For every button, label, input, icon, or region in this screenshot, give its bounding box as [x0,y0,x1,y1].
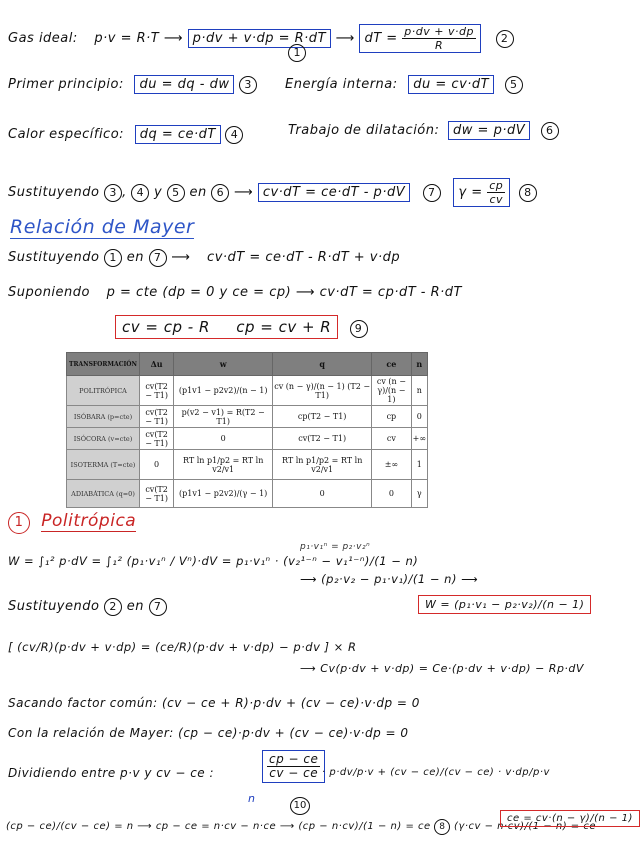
gamma-label: γ = [458,185,483,200]
final-step-b: cp − ce = n·cv − n·ce [155,821,277,832]
equation-number-10: 10 [290,797,310,815]
cell-n: 0 [411,406,427,428]
equation-number-1-wrap [288,44,306,62]
polytropic-title: Politrópica [41,511,137,531]
work-mid: (p₂·v₂ − p₁·v₁)/(1 − n) [321,572,457,586]
mayer-assumption-line [8,284,462,302]
equation-number-6: 6 [541,122,559,140]
ideal-gas-equation: p·v = R·T [94,31,160,46]
polytropic-substitution-line [8,598,167,616]
gamma-denominator: cv [489,193,504,206]
gamma-box [453,178,510,207]
and-word: y [154,185,163,200]
header-ce: ce [372,353,411,376]
internal-energy-box: du = cv·dT [408,75,494,94]
cell-w: 0 [174,428,273,450]
cell-w: p(v2 − v1) = R(T2 − T1) [174,406,273,428]
header-transformation: TRANSFORMACIÓN [67,353,140,376]
row-label: ISÓBARA (p=cte) [67,406,140,428]
dividing-box-wrap [262,750,325,783]
work-result-wrap [418,596,591,614]
table-row [67,450,428,480]
final-result-box: ce = cv·(n − γ)/(n − 1) [500,810,640,827]
work-substitution-note [300,538,370,556]
cell-du: cv(T2 − T1) [140,406,174,428]
ref-7: 7 [149,249,167,267]
ref-1: 1 [104,249,122,267]
n-label: n [248,792,255,805]
arrow-right-icon: ⟶ [295,285,315,300]
mayer-relation: Con la relación de Mayer: (cp − ce)·p·dv + (cv − ce)·v·dp = 0 [8,726,409,740]
dT-label: dT = [364,31,398,46]
cell-n: n [411,376,427,406]
transformations-table [66,352,428,508]
specific-heat-line [8,126,243,144]
ref-5: 5 [167,184,185,202]
header-delta-u: Δu [140,353,174,376]
differential-ideal-gas-box: p·dv + v·dp = R·dT [188,29,331,48]
cell-q: 0 [273,480,372,508]
row-label: ADIABÁTICA (q=0) [67,480,140,508]
arrow-right-icon: ⟶ [163,31,184,46]
dT-fraction [402,25,476,52]
n-label-wrap [248,790,255,808]
big-equation: [ (cv/R)(p·dv + v·dp) = (ce/R)(p·dv + v·dp) − p·dv ] × R [8,640,357,654]
comma: , [122,185,127,200]
dT-numerator: p·dv + v·dp [404,25,474,38]
equation-number-5: 5 [505,76,523,94]
n-numerator: cp − ce [269,752,319,766]
arrow-right-icon: ⟶ [234,185,254,200]
dT-result-box [359,24,481,53]
mayer-sub-equation: cv·dT = ce·dT - R·dT + v·dp [207,250,401,265]
cell-w: (p1v1 − p2v2)/(γ − 1) [174,480,273,508]
ideal-gas-label: Gas ideal: [8,31,78,46]
assumption-equation: p = cte (dp = 0 y ce = cp) [106,285,292,300]
table-row [67,406,428,428]
polytropic-title-wrap [8,512,136,534]
ideal-gas-line [8,24,514,53]
mayer-substitution-line [8,249,400,267]
cell-ce: cp [372,406,411,428]
header-n: n [411,353,427,376]
in-word: en [189,185,207,200]
dividing-label: Dividiendo entre p·v y cv − ce : [8,766,215,780]
big-result-line [300,660,584,678]
dT-denominator: R [435,39,444,52]
in-word: en [126,250,144,265]
common-factor: Sacando factor común: (cv − ce + R)·p·dv + (cv − ce)·v·dp = 0 [8,696,420,710]
mayer-result-box: cv = cp - R cp = cv + R [115,315,338,339]
n-denominator: cv − ce [269,766,319,780]
n-definition-box [262,750,325,783]
dividing-rest-text: · p·dv/p·v + (cv − ce)/(cv − ce) · v·dp/p·v [322,767,550,778]
substitution-line [8,178,537,207]
ref-3: 3 [104,184,122,202]
final-step-c: (cp − n·cv)/(1 − n) = ce [298,821,431,832]
work-integral: W = ∫₁² p·dV = ∫₁² (p₁·v₁ⁿ / Vⁿ)·dV = p₁·v₁ⁿ · (v₂¹⁻ⁿ − v₁¹⁻ⁿ)/(1 − n) [8,554,419,568]
table-row [67,376,428,406]
cell-ce: cv [372,428,411,450]
internal-energy-label: Energía interna: [285,77,398,92]
specific-heat-label: Calor específico: [8,127,125,142]
ref-8: 8 [434,819,450,835]
header-q: q [273,353,372,376]
dividing-line [8,764,214,782]
cell-du: 0 [140,450,174,480]
mayer-title-wrap [10,218,194,239]
gamma-numerator: cp [489,179,504,192]
cell-du: cv(T2 − T1) [140,428,174,450]
mayer-result-line [115,318,368,338]
big-result: Cv(p·dv + v·dp) = Ce·(p·dv + v·dp) − Rp·dV [320,662,584,675]
final-step-d: (γ·cv − n·cv)/(1 − n) = ce [454,821,597,832]
dilation-work-box: dw = p·dV [448,121,530,140]
equation-number-2: 2 [496,30,514,48]
row-label: ISÓCORA (v=cte) [67,428,140,450]
row-label: POLITRÓPICA [67,376,140,406]
cell-n: 1 [411,450,427,480]
energy-balance-box: cv·dT = ce·dT - p·dV [258,183,410,202]
arrow-right-icon: ⟶ [279,821,295,832]
row-label: ISOTERMA (T=cte) [67,450,140,480]
dividing-rest [322,764,550,782]
dilation-work-line [288,122,559,140]
final-step-a: (cp − ce)/(cv − ce) = n [6,821,134,832]
mayer-relation-line [8,724,409,742]
equation-number-7: 7 [423,184,441,202]
arrow-right-icon: ⟶ [300,572,317,586]
mayer-sub-label: Sustituyendo [8,250,100,265]
in-word: en [126,599,144,614]
n-fraction [267,753,320,780]
ref-7b: 7 [149,598,167,616]
cell-n: +∞ [411,428,427,450]
substitution-label: Sustituyendo [8,185,100,200]
ref-4: 4 [131,184,149,202]
equation-number-8: 8 [519,184,537,202]
equation-number-4: 4 [225,126,243,144]
cell-w: RT ln p1/p2 = RT ln v2/v1 [174,450,273,480]
cell-q: cp(T2 − T1) [273,406,372,428]
cell-du: cv(T2 − T1) [140,376,174,406]
section-number-1: 1 [8,512,30,534]
first-principle-label: Primer principio: [8,77,124,92]
arrow-right-icon: ⟶ [171,250,191,265]
final-result-wrap [500,810,640,828]
arrow-right-icon: ⟶ [137,821,153,832]
cell-n: γ [411,480,427,508]
internal-energy-line [285,76,523,94]
ref-6: 6 [211,184,229,202]
common-factor-line [8,694,420,712]
work-result-box: W = (p₁·v₁ − p₂·v₂)/(n − 1) [418,595,591,614]
work-mid-line [300,570,478,588]
gamma-fraction [487,179,505,206]
assumption-result: cv·dT = cp·dT - R·dT [319,285,462,300]
ref-2: 2 [104,598,122,616]
cell-ce: ±∞ [372,450,411,480]
arrow-right-icon: ⟶ [461,572,479,586]
equation-number-9: 9 [350,320,368,338]
dilation-work-label: Trabajo de dilatación: [288,123,440,138]
cell-ce: cv (n − γ)/(n − 1) [372,376,411,406]
arrow-right-icon: ⟶ [335,31,355,46]
table-row [67,428,428,450]
first-principle-box: du = dq - dw [134,75,234,94]
big-equation-line [8,638,356,656]
table-header-row [67,353,428,376]
arrow-right-icon: ⟶ [300,662,317,675]
cell-q: cv (n − γ)/(n − 1) (T2 − T1) [273,376,372,406]
table-row [67,480,428,508]
first-principle-line [8,76,257,94]
poly-sub-label: Sustituyendo [8,599,100,614]
cell-w: (p1v1 − p2v2)/(n − 1) [174,376,273,406]
cell-q: RT ln p1/p2 = RT ln v2/v1 [273,450,372,480]
equation-number-10-wrap [290,796,310,815]
assumption-label: Suponiendo [8,285,90,300]
equation-number-1: 1 [288,44,306,62]
cell-du: cv(T2 − T1) [140,480,174,508]
mayer-title: Relación de Mayer [10,216,195,238]
cell-q: cv(T2 − T1) [273,428,372,450]
equation-number-3: 3 [239,76,257,94]
cell-ce: 0 [372,480,411,508]
header-w: w [174,353,273,376]
work-sub: p₁·v₁ⁿ = p₂·v₂ⁿ [300,542,371,552]
specific-heat-box: dq = ce·dT [135,125,221,144]
